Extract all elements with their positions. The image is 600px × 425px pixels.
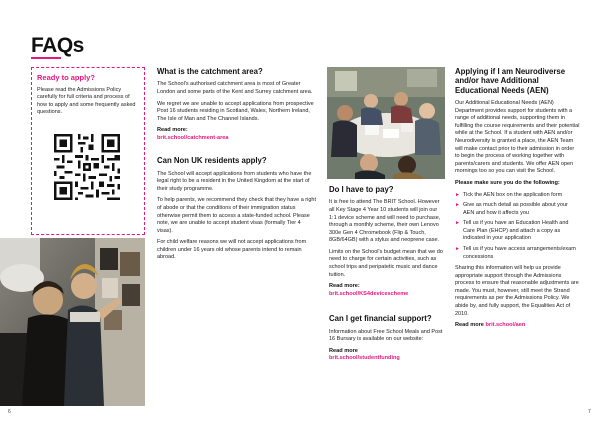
aen-make-sure: Please make sure you do the following: <box>455 179 560 186</box>
arrow-right-icon: ► <box>455 220 460 227</box>
aen-link[interactable]: brit.school/aen <box>485 322 526 329</box>
device-scheme-link[interactable]: brit.school/KS4devicescheme <box>329 290 409 297</box>
title-underline <box>31 57 61 59</box>
qr-code-icon[interactable] <box>54 134 120 200</box>
list-item: ► Give as much detail as possible about your AEN and how it affects you <box>455 202 568 216</box>
pay-heading: Do I have to pay? <box>329 185 394 194</box>
financial-heading: Can I get financial support? <box>329 314 432 324</box>
catchment-section <box>157 67 317 266</box>
aen-paragraph: Our Additional Educational Needs (AEN) Department provides support for students with a range of additional needs, supporting them in fulfilling the course requirements and their potential while at the School. If a student with AEN and/or Neurodiversity is granted a place, the AEN Team will make contact prior to their admission in order to begin the process of working together with parents/carers and students. We offer AEN open mornings too so you can visit the School. <box>455 100 580 175</box>
non-uk-paragraph: The School will accept applications from students who have the legal right to be a resident in the United Kingdom at the start of their study programme. <box>157 170 312 192</box>
catchment-heading: What is the catchment area? <box>157 67 263 76</box>
arrow-right-icon: ► <box>455 202 460 209</box>
arrow-right-icon: ► <box>455 191 460 198</box>
panel-heading: Ready to apply? <box>37 73 95 82</box>
list-item: ► Tell us if you have an Education Health and Care Plan (EHCP) and attach a copy as indicated in your application <box>455 220 569 242</box>
page-title: FAQs <box>31 34 84 57</box>
list-item: ► Tick the AEN box on the application form <box>455 191 563 198</box>
read-more-label: Read more <box>455 322 484 329</box>
read-more-label: Read more <box>329 347 358 354</box>
read-more-label: Read more: <box>329 283 360 290</box>
student-funding-link[interactable]: brit.school/studentfunding <box>329 355 400 362</box>
arrow-right-icon: ► <box>455 246 460 252</box>
pay-paragraph: Limits on the School's budget mean that we do need to charge for certain activities, such as school trips and peripatetic music and dance tuition. <box>329 248 443 278</box>
non-uk-heading: Can Non UK residents apply? <box>157 156 267 166</box>
aen-read-more-row <box>455 322 580 330</box>
non-uk-paragraph: For child welfare reasons we will not accept applications from children under 16 years old whose parents intend to remain abroad. <box>157 239 307 261</box>
catchment-paragraph: The School's authorised catchment area is most of Greater London and some parts of the Kent and Surrey catchment area. <box>157 81 313 95</box>
aen-heading: Applying if I am Neurodiverse and/or have Additional Educational Needs (AEN) <box>455 67 566 95</box>
catchment-link[interactable]: brit.school/catchment-area <box>157 134 229 141</box>
aen-bullet-list <box>455 192 580 262</box>
pay-section <box>329 185 445 363</box>
read-more-label: Read more: <box>157 127 188 134</box>
students-photo <box>0 238 145 406</box>
page-number-right: 7 <box>588 409 591 415</box>
aen-closing: Sharing this information will help us provide appropriate support through the Admissions process to ensure that reasonable adjustments are made. You must, however, still meet the Strand requirements as per the Admissions Policy. We abide by, and fully support, the Equalities Act of 2010. <box>455 265 579 317</box>
catchment-paragraph: We regret we are unable to accept applications from prospective Post 16 students residing in Scotland, Wales, Northern Ireland, The Isle of Man and The Channel Islands. <box>157 100 314 122</box>
pay-paragraph: It is free to attend The BRIT School. However all Key Stage 4 Year 10 students will join our 1:1 device scheme and will need to purchase, through a monthly scheme, their own Lenovo 300e Gen 4 Chromebook (Flip & Touch, 8GB/64GB) with a stylus and neoprene case. <box>329 199 441 244</box>
financial-paragraph: Information about Free School Meals and Post 16 Bursary is available on our website: <box>329 328 443 343</box>
panel-text: Please read the Admissions Policy carefully for full criteria and process of how to apply and some frequently asked questions. <box>37 87 136 116</box>
list-item: ► Tell us if you have access arrangements/exam concessions <box>455 246 576 260</box>
aen-section <box>455 67 580 330</box>
page-number-left: 6 <box>8 409 11 415</box>
ready-to-apply-panel <box>31 67 145 235</box>
classroom-photo <box>327 67 445 179</box>
non-uk-paragraph: To help parents, we recommend they check that they have a right of abode or that the conditions of their immigration status otherwise permit them to access a state-funded school. Please note, we are unable to accept student visas (formally Tier 4 visas). <box>157 197 316 234</box>
